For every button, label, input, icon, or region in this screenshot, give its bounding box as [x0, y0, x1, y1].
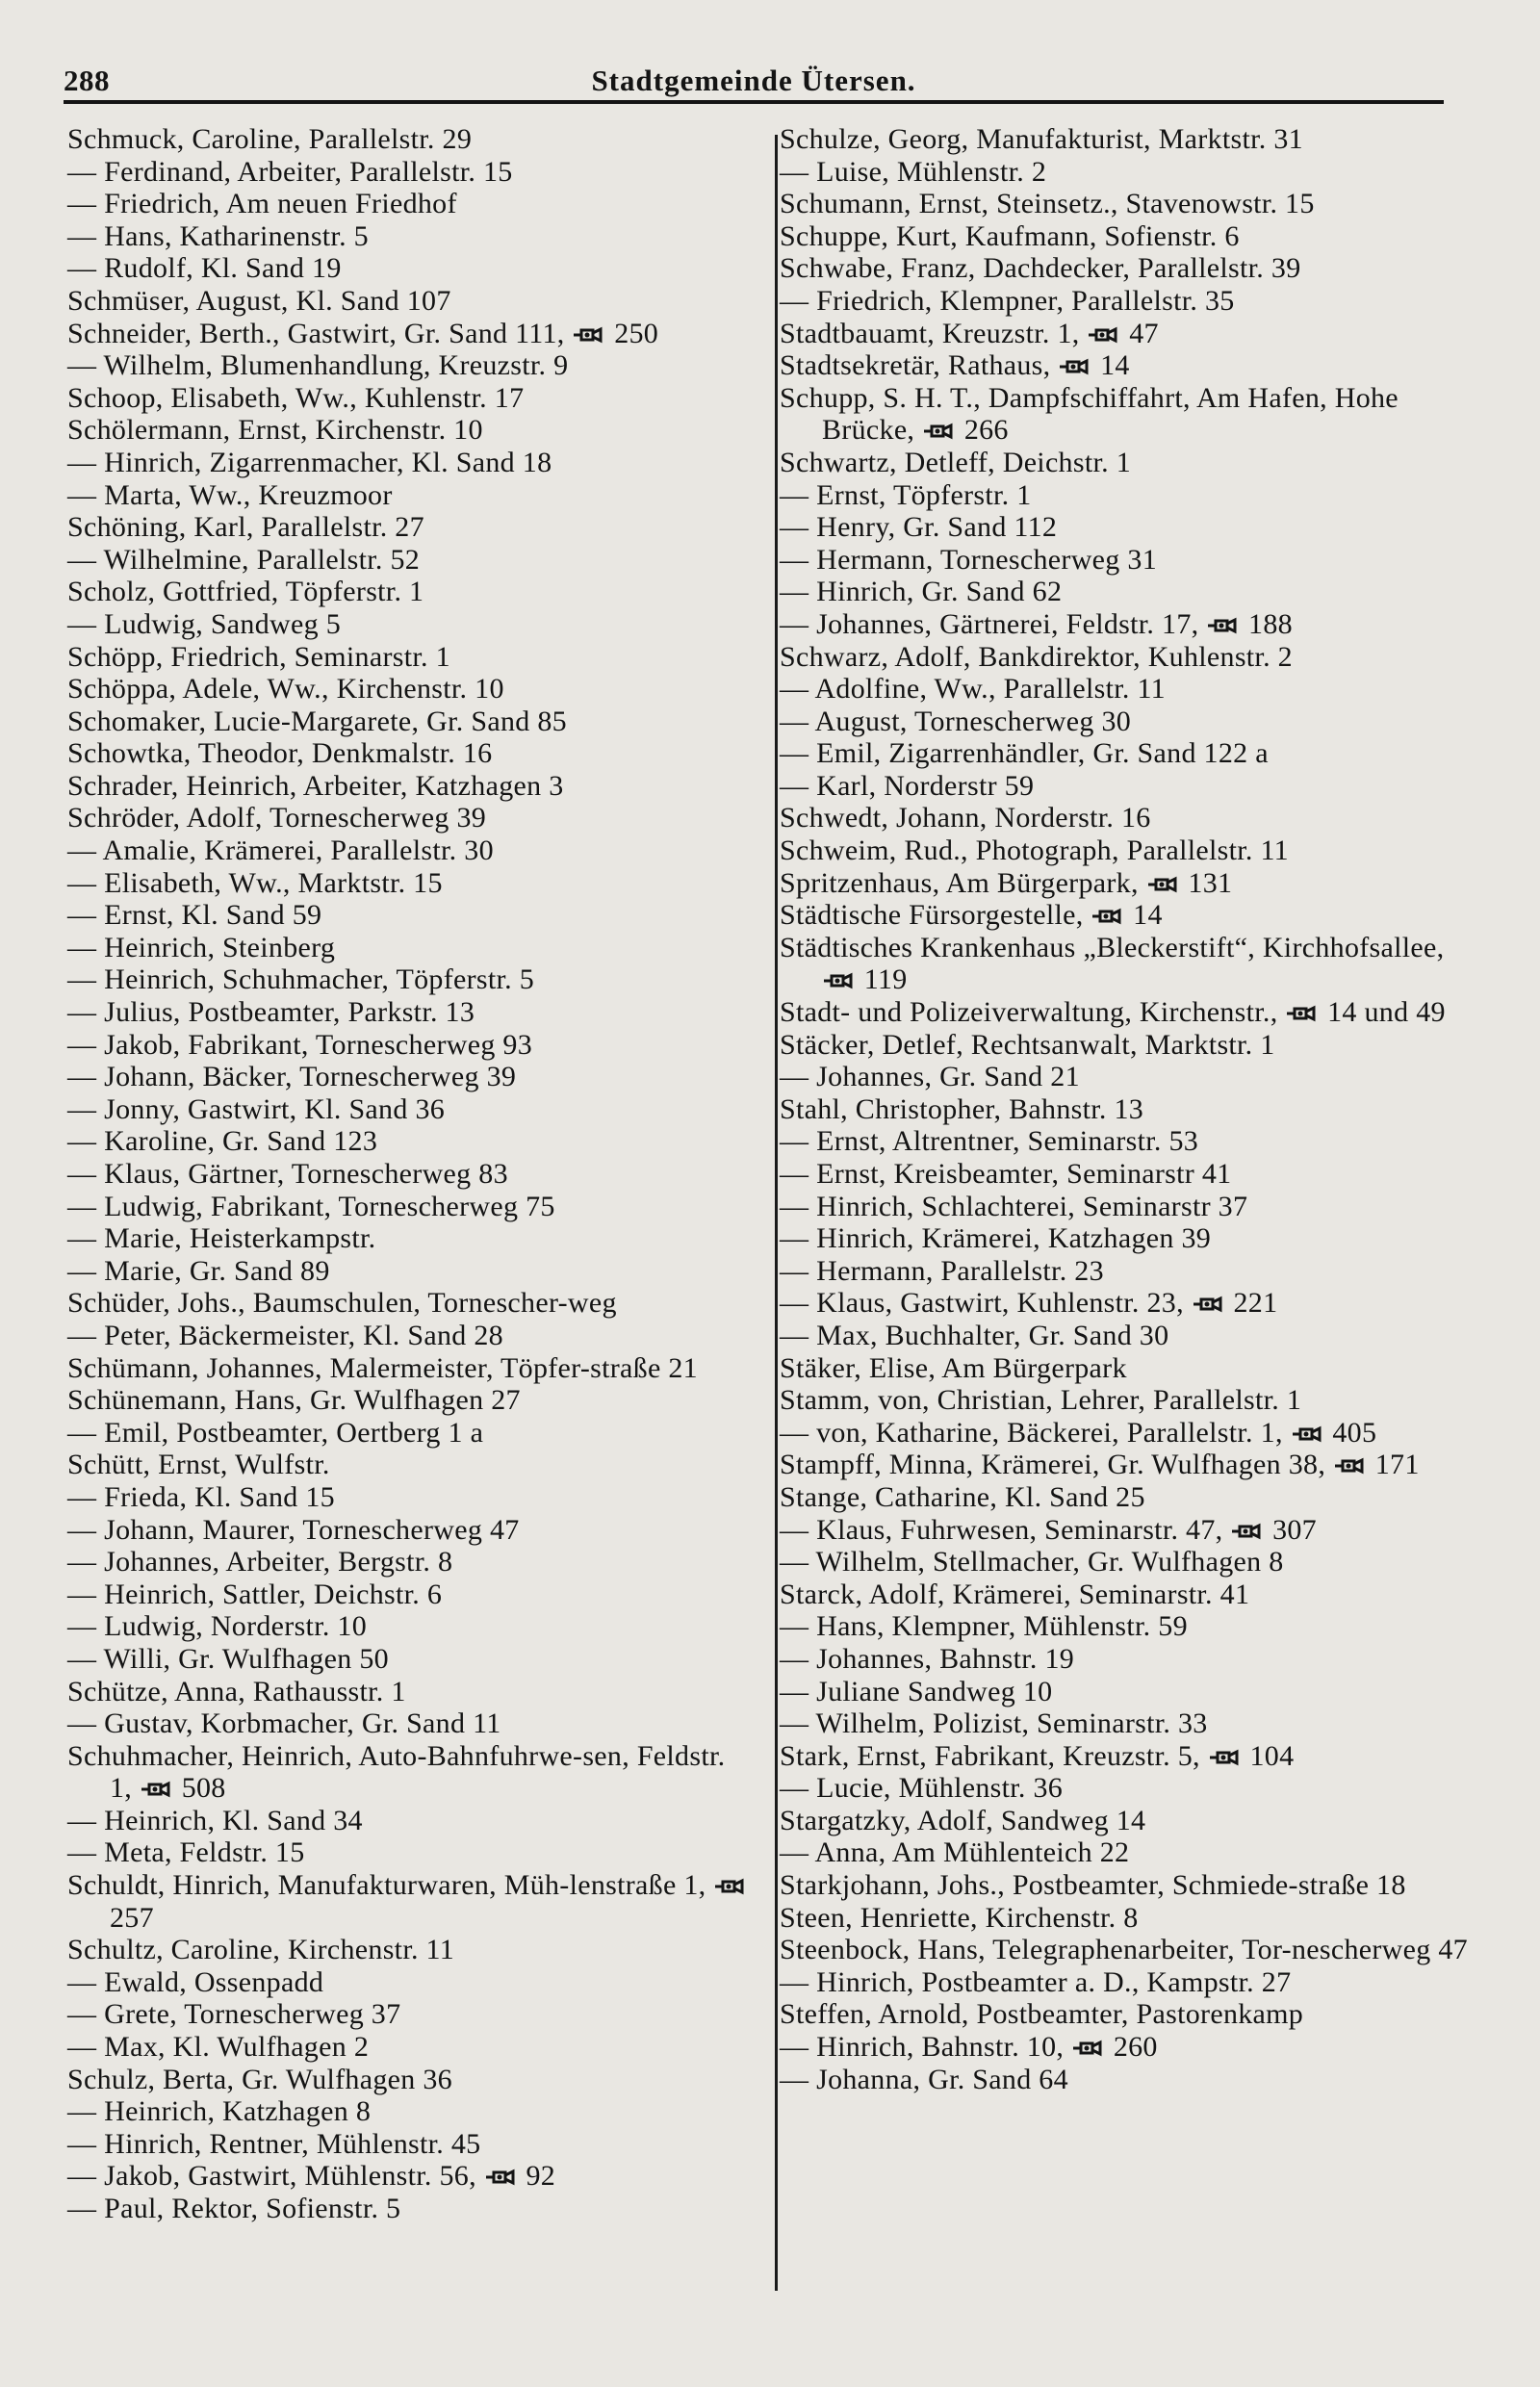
directory-entry: — Heinrich, Kl. Sand 34 — [67, 1804, 363, 1836]
directory-entry: Schünemann, Hans, Gr. Wulfhagen 27 — [67, 1384, 521, 1417]
directory-entry: — Wilhelm, Blumenhandlung, Kreuzstr. 9 — [67, 349, 569, 382]
directory-entry: Schmuck, Caroline, Parallelstr. 29 — [67, 123, 473, 155]
directory-entry: — Hermann, Parallelstr. 23 — [780, 1254, 1104, 1287]
directory-entry: — Ludwig, Sandweg 5 — [67, 607, 342, 640]
directory-entry: Schümann, Johannes, Malermeister, Töpfer-straße 21 — [67, 1351, 698, 1384]
directory-entry: Schölermann, Ernst, Kirchenstr. 10 — [67, 414, 483, 447]
directory-entry: — Hinrich, Zigarrenmacher, Kl. Sand 18 — [67, 446, 552, 478]
directory-entry: Schwedt, Johann, Norderstr. 16 — [780, 802, 1151, 834]
directory-entry: — Klaus, Gastwirt, Kuhlenstr. 23, 221 — [780, 1287, 1278, 1320]
directory-entry: — Heinrich, Schuhmacher, Töpferstr. 5 — [67, 963, 535, 996]
directory-entry: — Ernst, Altrentner, Seminarstr. 53 — [780, 1125, 1199, 1158]
directory-entry: Scholz, Gottfried, Töpferstr. 1 — [67, 576, 424, 608]
directory-entry: Schoop, Elisabeth, Ww., Kuhlenstr. 17 — [67, 381, 525, 414]
directory-entry: — Max, Buchhalter, Gr. Sand 30 — [780, 1319, 1169, 1351]
directory-entry: Schumann, Ernst, Steinsetz., Stavenowstr. 15 — [780, 188, 1315, 220]
directory-entry: Schultz, Caroline, Kirchenstr. 11 — [67, 1934, 455, 1966]
directory-entry: Stäcker, Detlef, Rechtsanwalt, Marktstr. 1 — [780, 1028, 1275, 1061]
directory-entry: — Gustav, Korbmacher, Gr. Sand 11 — [67, 1707, 501, 1740]
directory-entry: — Marta, Ww., Kreuzmoor — [67, 478, 393, 511]
directory-entry: Schrader, Heinrich, Arbeiter, Katzhagen 3 — [67, 769, 564, 802]
directory-entry: — Johannes, Gr. Sand 21 — [780, 1061, 1080, 1093]
telephone-icon — [1058, 358, 1092, 375]
directory-entry: — Rudolf, Kl. Sand 19 — [67, 252, 342, 285]
page-number: 288 — [64, 64, 110, 97]
directory-entry: — Emil, Zigarrenhändler, Gr. Sand 122 a — [780, 737, 1269, 770]
running-title: Stadtgemeinde Ütersen. — [591, 64, 916, 97]
directory-entry: Schweim, Rud., Photograph, Parallelstr. 11 — [780, 834, 1289, 867]
directory-entry: — Ewald, Ossenpadd — [67, 1965, 324, 1998]
directory-entry: — Johanna, Gr. Sand 64 — [780, 2063, 1068, 2095]
directory-entry: — Klaus, Fuhrwesen, Seminarstr. 47, 307 — [780, 1513, 1317, 1546]
directory-entry: Schupp, S. H. T., Dampfschiffahrt, Am Hafen, Hohe Brücke, 266 — [780, 381, 1399, 447]
directory-entry: Schuhmacher, Heinrich, Auto-Bahnfuhrwe-sen, Feldstr. 1, 508 — [67, 1739, 726, 1805]
directory-entry: Starkjohann, Johs., Postbeamter, Schmiede-straße 18 — [780, 1869, 1406, 1902]
directory-entry: Schöning, Karl, Parallelstr. 27 — [67, 511, 424, 544]
directory-entry: Starck, Adolf, Krämerei, Seminarstr. 41 — [780, 1578, 1250, 1610]
directory-entry: Stadtbauamt, Kreuzstr. 1, 47 — [780, 317, 1159, 349]
directory-entry: — Ferdinand, Arbeiter, Parallelstr. 15 — [67, 155, 513, 188]
directory-entry: — Amalie, Krämerei, Parallelstr. 30 — [67, 834, 494, 867]
directory-entry: — Lucie, Mühlenstr. 36 — [780, 1772, 1064, 1805]
directory-entry: — Anna, Am Mühlenteich 22 — [780, 1836, 1130, 1869]
header-rule — [64, 100, 1444, 104]
directory-entry: — Johannes, Arbeiter, Bergstr. 8 — [67, 1546, 453, 1578]
directory-entry: Stamm, von, Christian, Lehrer, Parallelstr. 1 — [780, 1384, 1302, 1417]
directory-entry: — Wilhelmine, Parallelstr. 52 — [67, 543, 421, 576]
directory-entry: — Hinrich, Rentner, Mühlenstr. 45 — [67, 2127, 481, 2160]
telephone-icon — [572, 326, 606, 344]
directory-entry: — Adolfine, Ww., Parallelstr. 11 — [780, 673, 1166, 706]
directory-entry: — Peter, Bäckermeister, Kl. Sand 28 — [67, 1319, 503, 1351]
directory-entry: Schütt, Ernst, Wulfstr. — [67, 1449, 330, 1481]
directory-entry: Schomaker, Lucie-Margarete, Gr. Sand 85 — [67, 705, 567, 737]
directory-entry: — von, Katharine, Bäckerei, Parallelstr. 1, 405 — [780, 1416, 1377, 1449]
directory-entry: — Max, Kl. Wulfhagen 2 — [67, 2031, 370, 2064]
telephone-icon — [922, 423, 957, 440]
directory-entry: Stadt- und Polizeiverwaltung, Kirchenstr., 14 und 49 — [780, 996, 1446, 1029]
directory-entry: Stargatzky, Adolf, Sandweg 14 — [780, 1804, 1146, 1836]
directory-entry: Schulz, Berta, Gr. Wulfhagen 36 — [67, 2063, 452, 2095]
directory-entry: — Hinrich, Bahnstr. 10, 260 — [780, 2031, 1158, 2064]
directory-entry: Städtische Fürsorgestelle, 14 — [780, 899, 1163, 932]
directory-entry: Schwabe, Franz, Dachdecker, Parallelstr. 39 — [780, 252, 1301, 285]
telephone-icon — [1230, 1523, 1265, 1540]
directory-entry: Schöpp, Friedrich, Seminarstr. 1 — [67, 640, 450, 673]
telephone-icon — [1333, 1457, 1368, 1475]
right-column — [780, 123, 1480, 2095]
directory-entry: Schulze, Georg, Manufakturist, Marktstr. 31 — [780, 123, 1303, 155]
directory-entry: — Johann, Maurer, Tornescherweg 47 — [67, 1513, 520, 1546]
directory-entry: — Wilhelm, Stellmacher, Gr. Wulfhagen 8 — [780, 1546, 1284, 1578]
directory-entry: Steenbock, Hans, Telegraphenarbeiter, Tor-nescherweg 47 — [780, 1934, 1468, 1966]
directory-entry: — Friedrich, Am neuen Friedhof — [67, 188, 457, 220]
directory-entry: Schwarz, Adolf, Bankdirektor, Kuhlenstr. 2 — [780, 640, 1293, 673]
directory-entry: — Ludwig, Fabrikant, Tornescherweg 75 — [67, 1190, 555, 1222]
directory-entry: — Jakob, Gastwirt, Mühlenstr. 56, 92 — [67, 2160, 556, 2193]
directory-entry: — Hinrich, Krämerei, Katzhagen 39 — [780, 1222, 1212, 1255]
telephone-icon — [1206, 617, 1241, 634]
directory-entry: Schütze, Anna, Rathausstr. 1 — [67, 1675, 406, 1707]
directory-entry: — Johannes, Gärtnerei, Feldstr. 17, 188 — [780, 607, 1293, 640]
directory-entry: Stange, Catharine, Kl. Sand 25 — [780, 1480, 1145, 1513]
directory-entry: Schöppa, Adele, Ww., Kirchenstr. 10 — [67, 673, 504, 706]
directory-entry: — Julius, Postbeamter, Parkstr. 13 — [67, 996, 475, 1029]
directory-entry: Schmüser, August, Kl. Sand 107 — [67, 284, 451, 317]
directory-entry: — Juliane Sandweg 10 — [780, 1675, 1053, 1707]
telephone-icon — [484, 2169, 519, 2186]
directory-entry: Spritzenhaus, Am Bürgerpark, 131 — [780, 866, 1233, 899]
directory-entry: — Hinrich, Schlachterei, Seminarstr 37 — [780, 1190, 1248, 1222]
page-header — [64, 64, 1444, 112]
directory-entry: Schuppe, Kurt, Kaufmann, Sofienstr. 6 — [780, 219, 1240, 252]
directory-entry: Steffen, Arnold, Postbeamter, Pastorenkamp — [780, 1998, 1304, 2031]
directory-entry: — Johannes, Bahnstr. 19 — [780, 1642, 1075, 1675]
directory-entry: Stäker, Elise, Am Bürgerpark — [780, 1351, 1127, 1384]
directory-entry: — Hinrich, Postbeamter a. D., Kampstr. 27 — [780, 1965, 1292, 1998]
directory-entry: Stark, Ernst, Fabrikant, Kreuzstr. 5, 104 — [780, 1739, 1295, 1772]
telephone-icon — [1071, 2040, 1106, 2057]
directory-entry: — Hermann, Tornescherweg 31 — [780, 543, 1157, 576]
directory-entry: Schowtka, Theodor, Denkmalstr. 16 — [67, 737, 493, 770]
telephone-icon — [1208, 1749, 1243, 1766]
telephone-icon — [1087, 326, 1121, 344]
telephone-icon — [822, 972, 857, 989]
directory-entry: Steen, Henriette, Kirchenstr. 8 — [780, 1901, 1139, 1934]
directory-entry: Stampff, Minna, Krämerei, Gr. Wulfhagen 38, 171 — [780, 1449, 1420, 1481]
directory-entry: — Jakob, Fabrikant, Tornescherweg 93 — [67, 1028, 533, 1061]
directory-entry: — Marie, Gr. Sand 89 — [67, 1254, 330, 1287]
directory-entry: — Johann, Bäcker, Tornescherweg 39 — [67, 1061, 517, 1093]
telephone-icon — [1192, 1296, 1226, 1313]
directory-entry: — Marie, Heisterkampstr. — [67, 1222, 376, 1255]
directory-entry: — Karl, Norderstr 59 — [780, 769, 1035, 802]
directory-entry: — Hans, Katharinenstr. 5 — [67, 219, 369, 252]
directory-entry: — Elisabeth, Ww., Marktstr. 15 — [67, 866, 443, 899]
directory-entry: — Heinrich, Sattler, Deichstr. 6 — [67, 1578, 443, 1610]
telephone-icon — [1146, 876, 1181, 893]
directory-entry: — Karoline, Gr. Sand 123 — [67, 1125, 378, 1158]
directory-entry: Schüder, Johs., Baumschulen, Tornescher-weg — [67, 1287, 617, 1320]
directory-entry: — Ernst, Kreisbeamter, Seminarstr 41 — [780, 1158, 1232, 1190]
telephone-icon — [713, 1878, 748, 1895]
directory-entry: Schröder, Adolf, Tornescherweg 39 — [67, 802, 487, 834]
directory-entry: — Henry, Gr. Sand 112 — [780, 511, 1058, 544]
directory-entry: — Heinrich, Katzhagen 8 — [67, 2095, 372, 2128]
directory-entry: Stahl, Christopher, Bahnstr. 13 — [780, 1092, 1144, 1125]
directory-entry: — Luise, Mühlenstr. 2 — [780, 155, 1047, 188]
directory-entry: — Hans, Klempner, Mühlenstr. 59 — [780, 1610, 1188, 1643]
telephone-icon — [140, 1781, 174, 1798]
telephone-icon — [1091, 908, 1125, 925]
telephone-icon — [1285, 1005, 1320, 1022]
telephone-icon — [1291, 1425, 1325, 1443]
directory-entry: — Wilhelm, Polizist, Seminarstr. 33 — [780, 1707, 1208, 1740]
left-column — [67, 123, 751, 2225]
directory-entry: — Ernst, Töpferstr. 1 — [780, 478, 1032, 511]
directory-entry: — Jonny, Gastwirt, Kl. Sand 36 — [67, 1092, 446, 1125]
directory-entry: Schuldt, Hinrich, Manufakturwaren, Müh-lenstraße 1, 257 — [67, 1869, 751, 1934]
directory-entry: Schwartz, Detleff, Deichstr. 1 — [780, 446, 1132, 478]
directory-entry: — Ludwig, Norderstr. 10 — [67, 1610, 368, 1643]
directory-entry: — Friedrich, Klempner, Parallelstr. 35 — [780, 284, 1235, 317]
column-divider — [775, 135, 778, 2291]
directory-entry: — Emil, Postbeamter, Oertberg 1 a — [67, 1416, 484, 1449]
directory-entry: Schneider, Berth., Gastwirt, Gr. Sand 111, 250 — [67, 317, 659, 349]
directory-entry: — Grete, Tornescherweg 37 — [67, 1998, 401, 2031]
directory-entry: — Meta, Feldstr. 15 — [67, 1836, 305, 1869]
directory-entry: Städtisches Krankenhaus „Bleckerstift“, Kirchhofsallee, 119 — [780, 931, 1445, 996]
directory-entry: — Klaus, Gärtner, Tornescherweg 83 — [67, 1158, 508, 1190]
directory-entry: — Paul, Rektor, Sofienstr. 5 — [67, 2193, 401, 2224]
directory-entry: — Hinrich, Gr. Sand 62 — [780, 576, 1063, 608]
directory-entry: — Heinrich, Steinberg — [67, 931, 336, 963]
directory-entry: — Frieda, Kl. Sand 15 — [67, 1480, 335, 1513]
directory-entry: Stadtsekretär, Rathaus, 14 — [780, 349, 1130, 382]
directory-entry: — August, Tornescherweg 30 — [780, 705, 1132, 737]
directory-entry: — Ernst, Kl. Sand 59 — [67, 899, 322, 932]
directory-entry: — Willi, Gr. Wulfhagen 50 — [67, 1642, 389, 1675]
